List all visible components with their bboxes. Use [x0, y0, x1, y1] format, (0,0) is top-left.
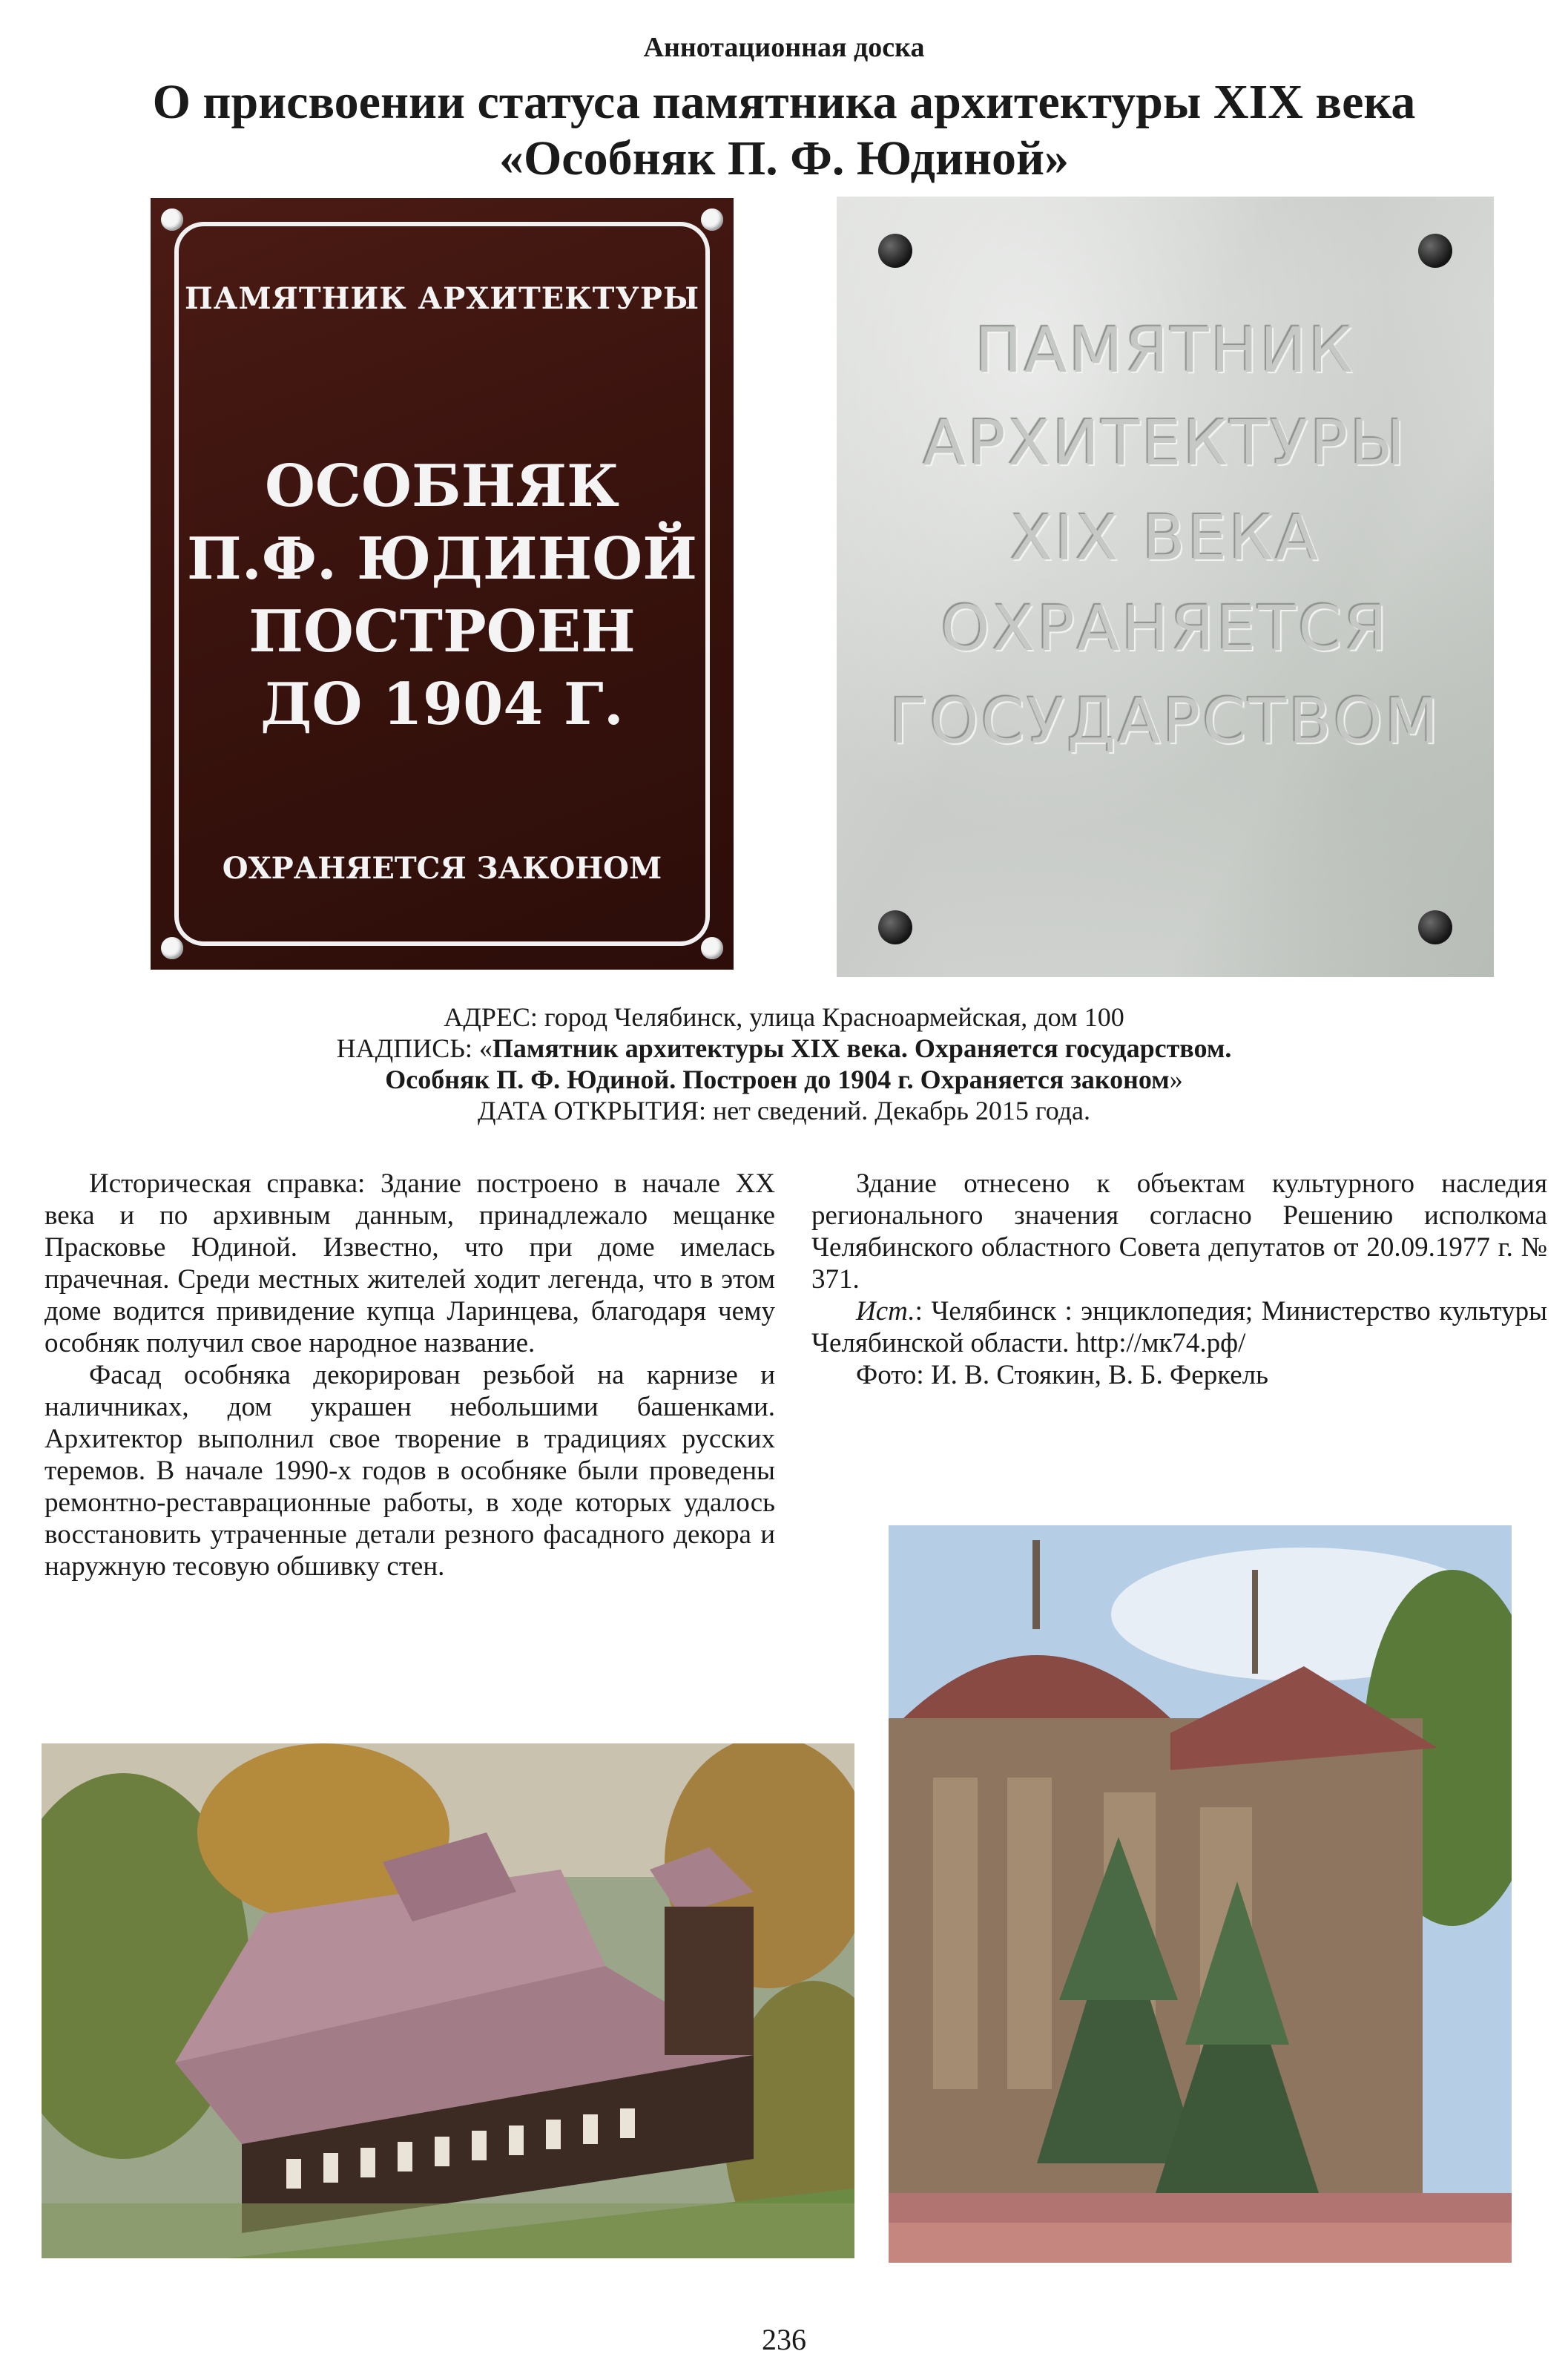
- corner-screw: [161, 937, 183, 959]
- source-paragraph: [811, 1295, 1547, 1359]
- body-right-column: [811, 1168, 1547, 1391]
- plaque-line: ПОСТРОЕН: [248, 598, 636, 665]
- brown-plaque-photo: [151, 198, 734, 970]
- inscription-line2: [0, 1064, 1568, 1095]
- engraved-line: ГОСУДАРСТВОМ: [889, 685, 1441, 757]
- mansion-aerial-illustration: [42, 1743, 854, 2258]
- plaque-footer-text: ОХРАНЯЕТСЯ ЗАКОНОМ: [222, 851, 662, 886]
- paragraph: Историческая справка: Здание построено в начале XX века и по архивным данным, принадлежало мещанке Прасковье Юдиной. Известно, что при доме имелась прачечная. Среди местных жителей ходит легенда, что в этом доме водится привидение купца Ларинцева, благодаря чему особняк получил свое народное название.: [45, 1168, 775, 1358]
- page-number: 236: [762, 2323, 806, 2356]
- page-title-line2: «Особняк П. Ф. Юдиной»: [498, 131, 1070, 185]
- inscription-close: »: [1169, 1065, 1183, 1094]
- plaque-heading: ПАМЯТНИК АРХИТЕКТУРЫ: [184, 281, 700, 316]
- plaque-line: ОСОБНЯК: [264, 453, 620, 520]
- page-title-line1: О присвоении статуса памятника архитектуры XIX века: [152, 75, 1416, 129]
- opening-date-line: ДАТА ОТКРЫТИЯ: нет сведений. Декабрь 2015 года.: [477, 1096, 1091, 1125]
- bolt-icon: [878, 910, 912, 944]
- kicker-label: Аннотационная доска: [643, 32, 925, 63]
- source-label: Ист.: [856, 1296, 915, 1326]
- address-line: АДРЕС: город Челябинск, улица Красноармейская, дом 100: [444, 1002, 1124, 1032]
- plaque-info: [0, 1002, 1568, 1126]
- engraved-line: ПАМЯТНИК: [975, 314, 1356, 387]
- bolt-icon: [1418, 234, 1452, 268]
- inscription-label: НАДПИСЬ: «: [336, 1033, 493, 1063]
- photo-credit: Фото: И. В. Стоякин, В. Б. Феркель: [856, 1360, 1269, 1390]
- engraved-line: ОХРАНЯЕТСЯ: [941, 592, 1390, 665]
- mansion-tower-illustration: [889, 1525, 1512, 2263]
- inscription-line1: [0, 1033, 1568, 1064]
- engraved-line: АРХИТЕКТУРЫ: [923, 407, 1408, 479]
- paragraph: Здание отнесено к объектам культурного наследия регионального значения согласно Решению исполкома Челябинского областного Совета депутатов от 20.09.1977 г. № 371.: [811, 1168, 1547, 1295]
- mansion-aerial-photo: [42, 1743, 854, 2258]
- inscription-text: Особняк П. Ф. Юдиной. Построен до 1904 г. Охраняется законом: [385, 1065, 1170, 1094]
- corner-screw: [701, 937, 723, 959]
- marble-plaque-photo: [837, 197, 1494, 977]
- corner-screw: [161, 208, 183, 231]
- engraved-line: XIX ВЕКА: [1009, 502, 1321, 574]
- plaque-line: П.Ф. ЮДИНОЙ: [187, 525, 697, 593]
- bolt-icon: [1418, 910, 1452, 944]
- corner-screw: [701, 208, 723, 231]
- source-text: : Челябинск : энциклопедия; Министерство культуры Челябинской области. http://мк74.рф/: [811, 1296, 1547, 1358]
- inscription-text: Памятник архитектуры XIX века. Охраняется государством.: [492, 1033, 1232, 1063]
- plaque-main-text: [151, 450, 734, 741]
- paragraph: Фасад особняка декорирован резьбой на карнизе и наличниках, дом украшен небольшими башенками. Архитектор выполнил свое творение в традициях русских теремов. В начале 1990-х годов в особняке были проведены ремонтно-реставрационные работы, в ходе которых удалось восстановить утраченные детали резного фасадного декора и наружную тесовую обшивку стен.: [45, 1360, 775, 1582]
- bolt-icon: [878, 234, 912, 268]
- body-left-column: [45, 1168, 775, 1582]
- plaque-line: ДО 1904 Г.: [260, 671, 624, 738]
- mansion-tower-photo: [889, 1525, 1512, 2263]
